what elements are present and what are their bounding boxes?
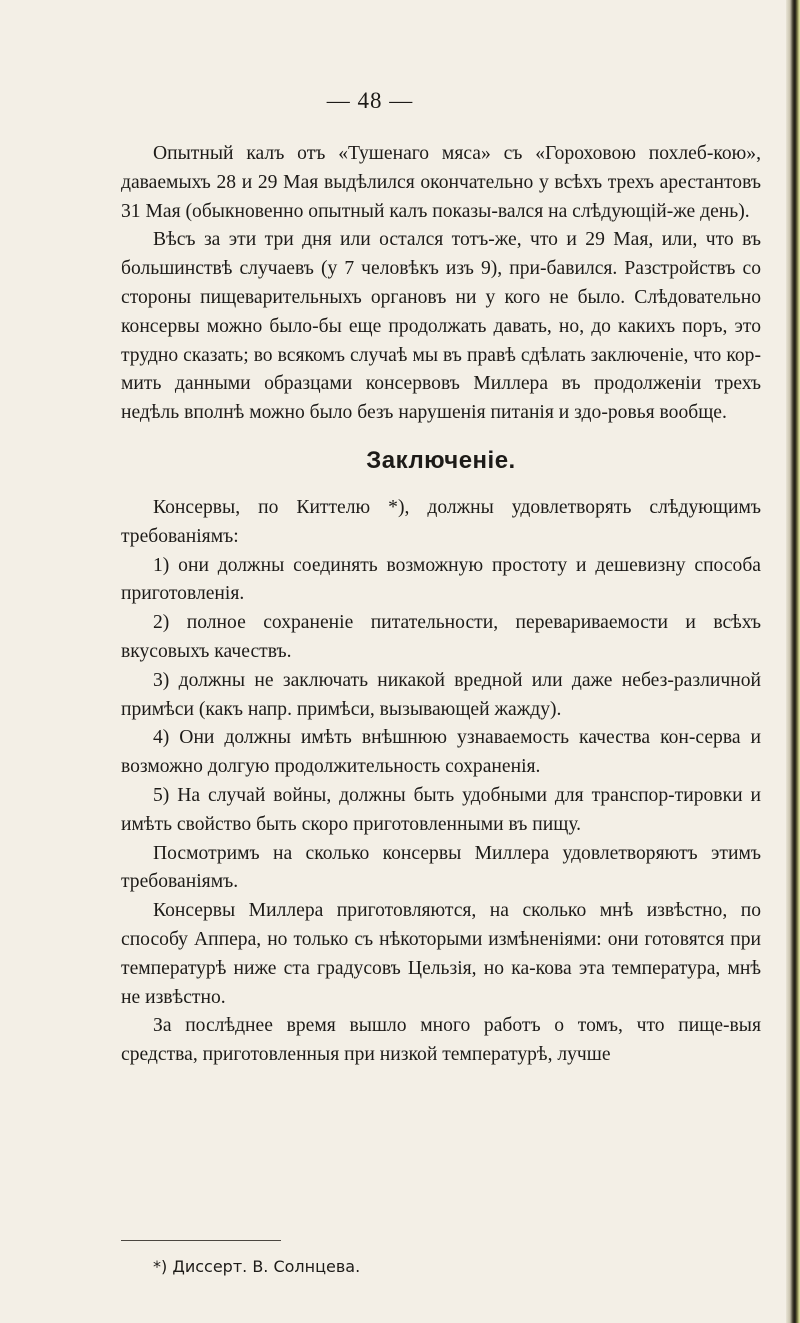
list-item: 2) полное сохраненіе питательности, перевариваемости и всѣхъ вкусовыхъ качествъ. <box>121 612 761 662</box>
footnote-divider <box>121 1240 281 1241</box>
list-item: 5) На случай войны, должны быть удобными для транспор-тировки и имѣть свойство быть скоро приготовленными въ пищу. <box>121 784 761 835</box>
section-heading: Заключеніе. <box>366 446 516 474</box>
list-item: 4) Они должны имѣть внѣшнюю узнаваемость качества кон-серва и возможно долгую продолжительность сохраненія. <box>121 727 761 778</box>
paragraph: Консервы, по Киттелю *), должны удовлетворять слѣдующимъ требованіямъ: <box>121 496 761 547</box>
page-edge <box>786 0 800 1323</box>
list-item: 1) они должны соединять возможную простоту и дешевизну способа приготовленія. <box>121 554 761 605</box>
paragraph: Вѣсъ за эти три дня или остался тотъ-же, что и 29 Мая, или, что въ большинствѣ случаевъ (у 7 человѣкъ изъ 9), при-бавился. Разстройствъ со стороны пищеварительныхъ органовъ ни у кого не было. Слѣдовательно консервы можно было-бы еще продолжать давать, но, до какихъ поръ, это трудно сказать; во всякомъ случаѣ мы въ правѣ сдѣлать заключеніе, что кор-мить данными образцами консервовъ Миллера въ продолженіи трехъ недѣль вполнѣ можно было безъ нарушенія питанія и здо-ровья вообще. <box>121 229 761 424</box>
page-number: — 48 — <box>326 88 414 113</box>
body-text <box>121 140 761 1070</box>
paragraph: Опытный калъ отъ «Тушенаго мяса» съ «Гороховою похлеб-кою», даваемыхъ 28 и 29 Мая выдѣлился окончательно у всѣхъ трехъ арестантовъ 31 Мая (обыкновенно опытный калъ показы-вался на слѣдующій-же день). <box>121 143 761 222</box>
paragraph: За послѣднее время вышло много работъ о томъ, что пище-выя средства, приготовленныя при низкой температурѣ, лучше <box>121 1015 761 1066</box>
paragraph: Посмотримъ на сколько консервы Миллера удовлетворяютъ этимъ требованіямъ. <box>121 842 761 893</box>
paragraph: Консервы Миллера приготовляются, на сколько мнѣ извѣстно, по способу Аппера, но только съ нѣкоторыми измѣненіями: они готовятся при температурѣ ниже ста градусовъ Цельзія, но ка-кова эта температура, мнѣ не извѣстно. <box>121 900 761 1008</box>
footnote: *) Диссерт. В. Солнцева. <box>153 1257 361 1276</box>
list-item: 3) должны не заключать никакой вредной или даже небез-различной примѣси (какъ напр. примѣси, вызывающей жажду). <box>121 669 761 720</box>
